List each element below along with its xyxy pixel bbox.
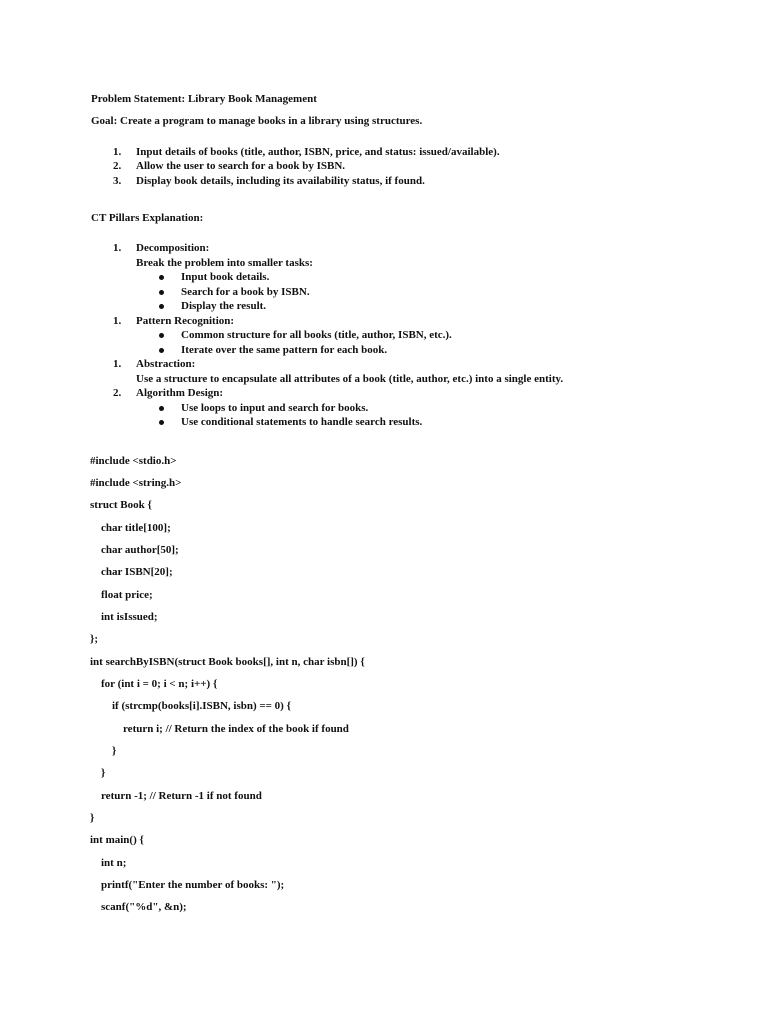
pillar-number: 1. (113, 315, 122, 327)
code-line: struct Book { (90, 499, 152, 511)
ct-pillars-heading: CT Pillars Explanation: (91, 212, 204, 224)
document-heading: Problem Statement: Library Book Management (91, 93, 317, 105)
bullet-icon (159, 348, 164, 353)
code-line: scanf("%d", &n); (101, 901, 187, 913)
code-line: char ISBN[20]; (101, 566, 173, 578)
pillar-bullet: Display the result. (181, 300, 267, 312)
goal-item-text: Allow the user to search for a book by ISBN. (136, 160, 346, 172)
goal-item-number: 3. (113, 175, 122, 187)
code-line: int main() { (90, 834, 144, 846)
pillar-title-abstraction: Abstraction: (136, 358, 196, 370)
pillar-desc-abstraction: Use a structure to encapsulate all attributes of a book (title, author, etc.) into a single entity. (136, 373, 564, 385)
bullet-icon (159, 420, 164, 425)
goal-item-number: 2. (113, 160, 122, 172)
goal-text: Goal: Create a program to manage books in a library using structures. (91, 115, 423, 127)
bullet-icon (159, 275, 164, 280)
bullet-icon (159, 290, 164, 295)
code-line: for (int i = 0; i < n; i++) { (101, 678, 218, 690)
code-line: if (strcmp(books[i].ISBN, isbn) == 0) { (112, 700, 291, 712)
pillar-bullet: Iterate over the same pattern for each book. (181, 344, 388, 356)
code-line: return i; // Return the index of the book if found (123, 723, 349, 735)
pillar-number: 2. (113, 387, 122, 399)
bullet-icon (159, 333, 164, 338)
pillar-bullet: Search for a book by ISBN. (181, 286, 310, 298)
goal-item-number: 1. (113, 146, 122, 158)
pillar-number: 1. (113, 242, 122, 254)
code-line: #include <string.h> (90, 477, 182, 489)
bullet-icon (159, 304, 164, 309)
pillar-number: 1. (113, 358, 122, 370)
pillar-bullet: Use loops to input and search for books. (181, 402, 369, 414)
code-line: int n; (101, 857, 127, 869)
goal-item-text: Input details of books (title, author, ISBN, price, and status: issued/available). (136, 146, 500, 158)
bullet-icon (159, 406, 164, 411)
code-line: }; (90, 633, 98, 645)
pillar-bullet: Input book details. (181, 271, 270, 283)
code-line: return -1; // Return -1 if not found (101, 790, 262, 802)
pillar-desc-decomposition: Break the problem into smaller tasks: (136, 257, 313, 269)
pillar-title-algorithm: Algorithm Design: (136, 387, 224, 399)
code-line: int isIssued; (101, 611, 158, 623)
code-line: char author[50]; (101, 544, 179, 556)
pillar-bullet: Use conditional statements to handle search results. (181, 416, 423, 428)
code-line: } (90, 812, 95, 824)
goal-item-text: Display book details, including its availability status, if found. (136, 175, 425, 187)
code-line: #include <stdio.h> (90, 455, 177, 467)
pillar-title-decomposition: Decomposition: (136, 242, 210, 254)
code-line: float price; (101, 589, 153, 601)
code-line: } (101, 767, 106, 779)
pillar-bullet: Common structure for all books (title, author, ISBN, etc.). (181, 329, 452, 341)
code-line: int searchByISBN(struct Book books[], int n, char isbn[]) { (90, 656, 365, 668)
code-line: char title[100]; (101, 522, 171, 534)
code-line: printf("Enter the number of books: "); (101, 879, 285, 891)
code-line: } (112, 745, 117, 757)
pillar-title-pattern: Pattern Recognition: (136, 315, 235, 327)
